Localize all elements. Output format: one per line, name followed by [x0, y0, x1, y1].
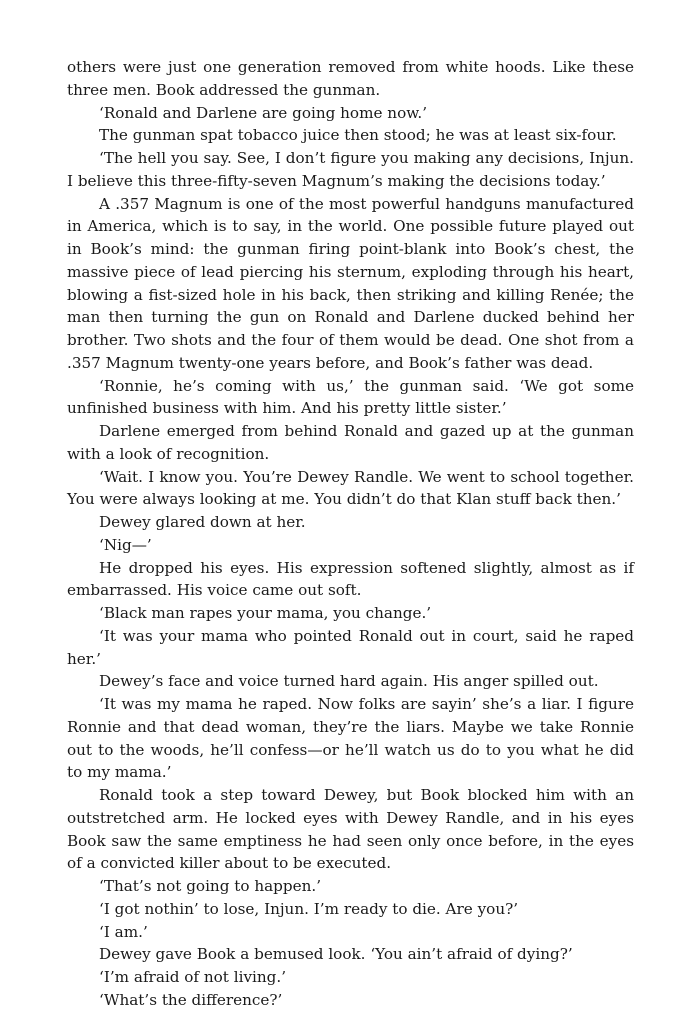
paragraph: Dewey glared down at her.: [99, 513, 306, 531]
paragraph: ‘It was your mama who pointed Ronald out in court, said he raped her.’: [67, 626, 634, 668]
paragraph: ‘The hell you say. See, I don’t figure you making any decisions, Injun. I believe this three-fifty-seven Magnum’s making the decisions today.’: [67, 149, 634, 190]
paragraph: A .357 Magnum is one of the most powerful handguns manufactured in America, which is to say, in the world. One possible future played out in Book’s mind: the gunman firing point-blank into Book’s chest, the massive piece of lead piercing his sternum, exploding through his heart, blowing a fist-sized hole in his back, then striking and killing Renée; the man then turning the gun on Ronald and Darlene ducked behind her brother. Two shots and the four of them would be dead. One shot from a .357 Magnum twenty-one years before, and Book’s father was dead.: [67, 194, 634, 372]
paragraph: The gunman spat tobacco juice then stood; he was at least six-four.: [99, 126, 617, 145]
paragraph: Dewey’s face and voice turned hard again. His anger spilled out.: [99, 672, 599, 691]
paragraph: ‘Black man rapes your mama, you change.’: [99, 604, 432, 622]
paragraph: ‘I got nothin’ to lose, Injun. I’m ready to die. Are you?’: [99, 899, 519, 918]
paragraph: ‘That’s not going to happen.’: [99, 877, 322, 895]
paragraph: ‘Ronald and Darlene are going home now.’: [99, 103, 428, 122]
book-page-body: [67, 56, 634, 1012]
paragraph: others were just one generation removed from white hoods. Like these three men. Book addressed the gunman.: [67, 58, 634, 99]
paragraph: ‘I’m afraid of not living.’: [99, 968, 287, 986]
paragraph: ‘What’s the difference?’: [99, 990, 283, 1009]
paragraph: ‘Nig—’: [99, 535, 152, 554]
paragraph: ‘It was my mama he raped. Now folks are sayin’ she’s a liar. I figure Ronnie and that dead woman, they’re the liars. Maybe we take Ronnie out to the woods, he’ll confess—or he’ll watch us do to you what he did to my mama.’: [67, 695, 634, 782]
paragraph: Ronald took a step toward Dewey, but Book blocked him with an outstretched arm. He locked eyes with Dewey Randle, and in his eyes Book saw the same emptiness he had seen only once before, in the eyes of a convicted killer about to be executed.: [67, 786, 634, 873]
paragraph: ‘Wait. I know you. You’re Dewey Randle. We went to school together. You were always looking at me. You didn’t do that Klan stuff back then.’: [67, 467, 634, 509]
paragraph: Dewey gave Book a bemused look. ‘You ain’t afraid of dying?’: [99, 945, 573, 964]
paragraph: He dropped his eyes. His expression softened slightly, almost as if embarrassed. His voice came out soft.: [67, 558, 634, 600]
paragraph: ‘I am.’: [99, 922, 148, 941]
paragraph: Darlene emerged from behind Ronald and gazed up at the gunman with a look of recognition.: [67, 422, 634, 463]
paragraph: ‘Ronnie, he’s coming with us,’ the gunman said. ‘We got some unfinished business with him. And his pretty little sister.’: [67, 376, 634, 418]
